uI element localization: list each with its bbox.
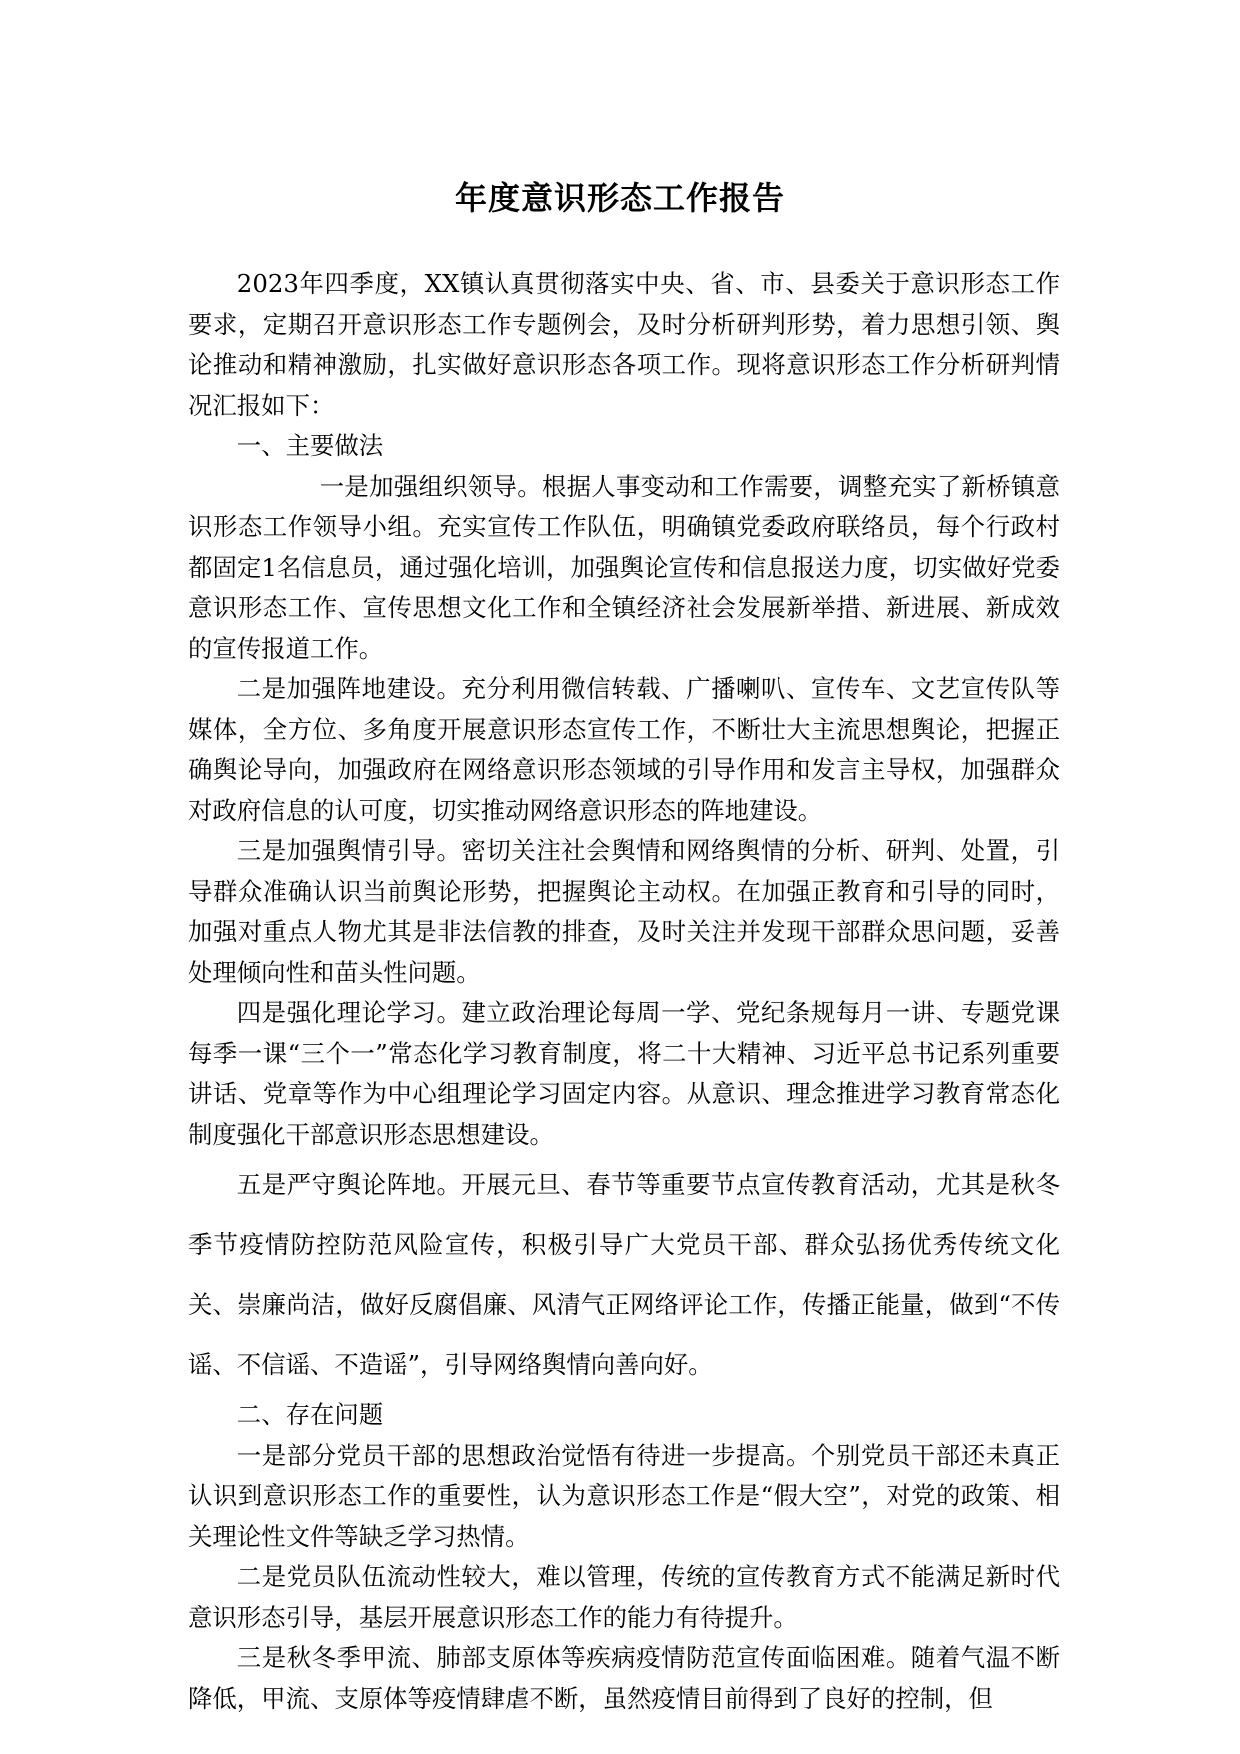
problem-paragraph-epidemic: 三是秋冬季甲流、肺部支原体等疾病疫情防范宣传面临困难。随着气温不断降低，甲流、支原体等疫情肆虐不断，虽然疫情目前得到了良好的控制，但: [188, 1643, 1060, 1713]
practice-paragraph-positions: 二是加强阵地建设。充分利用微信转载、广播喇叭、宣传车、文艺宣传队等媒体，全方位、多角度开展意识形态宣传工作，不断壮大主流思想舆论，把握正确舆论导向，加强政府在网络意识形态领域的引导作用和发言主导权，加强群众对政府信息的认可度，切实推动网络意识形态的阵地建设。: [188, 674, 1060, 825]
section-heading-main-practices: 一、主要做法: [236, 431, 384, 460]
problem-paragraph-awareness: 一是部分党员干部的思想政治觉悟有待进一步提高。个别党员干部还未真正认识到意识形态工作的重要性，认为意识形态工作是“假大空”，对党的政策、相关理论性文件等缺乏学习热情。: [188, 1440, 1060, 1551]
practice-paragraph-organization: 一是加强组织领导。根据人事变动和工作需要，调整充实了新桥镇意识形态工作领导小组。充实宣传工作队伍，明确镇党委政府联络员，每个行政村都固定1名信息员，通过强化培训，加强舆论宣传和信息报送力度，切实做好党委意识形态工作、宣传思想文化工作和全镇经济社会发展新举措、新进展、新成效的宣传报道工作。: [188, 471, 1060, 663]
section-heading-problems: 二、存在问题: [236, 1400, 384, 1429]
intro-paragraph: 2023年四季度，XX镇认真贯彻落实中央、省、市、县委关于意识形态工作要求，定期召开意识形态工作专题例会，及时分析研判形势，着力思想引领、舆论推动和精神激励，扎实做好意识形态各项工作。现将意识形态工作分析研判情况汇报如下：: [188, 269, 1060, 420]
problem-paragraph-mobility: 二是党员队伍流动性较大，难以管理，传统的宣传教育方式不能满足新时代意识形态引导，基层开展意识形态工作的能力有待提升。: [188, 1562, 1060, 1632]
document-title: 年度意识形态工作报告: [454, 179, 785, 217]
practice-paragraph-public-opinion: 三是加强舆情引导。密切关注社会舆情和网络舆情的分析、研判、处置，引导群众准确认识当前舆论形势，把握舆论主动权。在加强正教育和引导的同时，加强对重点人物尤其是非法信教的排查，及时关注并发现干部群众思问题，妥善处理倾向性和苗头性问题。: [188, 836, 1060, 987]
practice-paragraph-theory-study: 四是强化理论学习。建立政治理论每周一学、党纪条规每月一讲、专题党课每季一课“三个一”常态化学习教育制度，将二十大精神、习近平总书记系列重要讲话、党章等作为中心组理论学习固定内容。从意识、理念推进学习教育常态化制度强化干部意识形态思想建设。: [188, 998, 1060, 1149]
practice-paragraph-opinion-front: 五是严守舆论阵地。开展元旦、春节等重要节点宣传教育活动，尤其是秋冬季节疫情防控防范风险宣传，积极引导广大党员干部、群众弘扬优秀传统文化关、崇廉尚洁，做好反腐倡廉、风清气正网络评论工作，传播正能量，做到“不传谣、不信谣、不造谣”，引导网络舆情向善向好。: [188, 1170, 1060, 1379]
document-body: [188, 264, 1060, 1719]
